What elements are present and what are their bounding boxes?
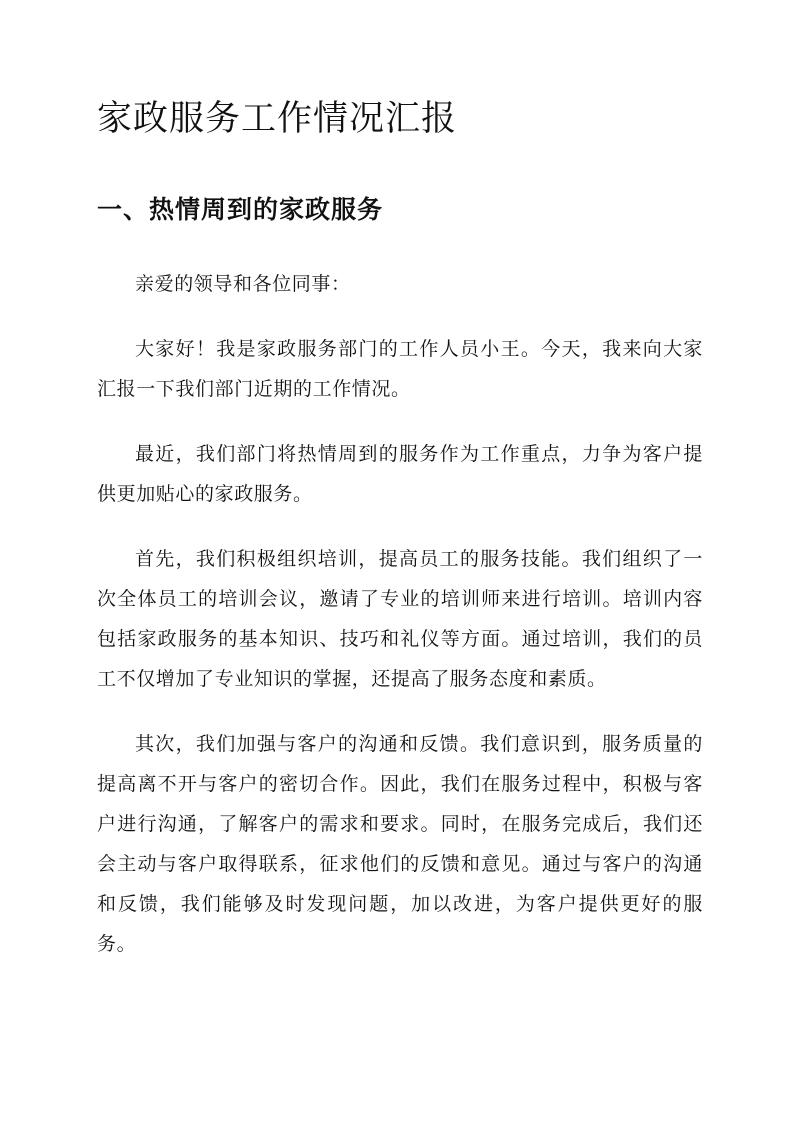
training-paragraph: 首先，我们积极组织培训，提高员工的服务技能。我们组织了一次全体员工的培训会议，邀请了专业的培训师来进行培训。培训内容包括家政服务的基本知识、技巧和礼仪等方面。通过培训，我们的员工不仅增加了专业知识的掌握，还提高了服务态度和素质。 xyxy=(97,548,703,690)
document-title: 家政服务工作情况汇报 xyxy=(97,99,458,139)
document-body xyxy=(97,264,703,989)
section-heading: 一、热情周到的家政服务 xyxy=(97,195,384,224)
communication-paragraph: 其次，我们加强与客户的沟通和反馈。我们意识到，服务质量的提高离不开与客户的密切合作。因此，我们在服务过程中，积极与客户进行沟通，了解客户的需求和要求。同时，在服务完成后，我们还会主动与客户取得联系，征求他们的反馈和意见。通过与客户的沟通和反馈，我们能够及时发现问题，加以改进，为客户提供更好的服务。 xyxy=(97,733,703,955)
focus-paragraph: 最近，我们部门将热情周到的服务作为工作重点，力争为客户提供更加贴心的家政服务。 xyxy=(97,443,703,505)
greeting-paragraph: 大家好！我是家政服务部门的工作人员小王。今天，我来向大家汇报一下我们部门近期的工作情况。 xyxy=(97,338,703,400)
salutation-paragraph: 亲爱的领导和各位同事： xyxy=(135,273,351,295)
